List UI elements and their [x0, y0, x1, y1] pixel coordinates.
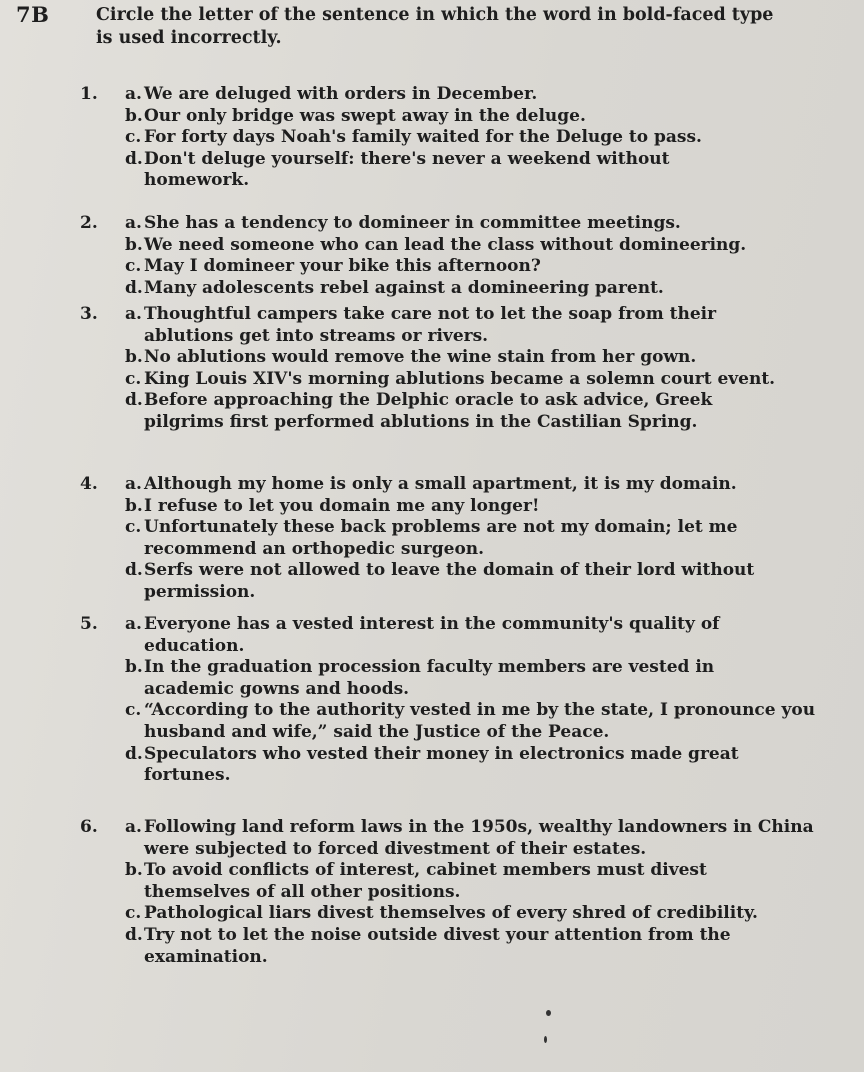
option-c[interactable]	[80, 903, 850, 925]
option-letter: b.	[125, 347, 143, 368]
instructions: Circle the letter of the sentence in which the word in bold-faced type is used incorrectly.	[96, 5, 774, 48]
question-4	[80, 474, 850, 614]
option-b[interactable]	[80, 860, 850, 903]
question-number: 3.	[80, 304, 98, 324]
option-letter: d.	[125, 277, 143, 298]
option-b[interactable]	[80, 235, 850, 257]
option-c[interactable]	[80, 369, 850, 391]
option-d[interactable]	[80, 278, 850, 300]
option-c[interactable]	[80, 517, 850, 560]
option-text: No ablutions would remove the wine stain from her gown.	[144, 347, 697, 368]
question-number: 1.	[80, 84, 98, 104]
option-d[interactable]	[80, 560, 850, 603]
option-text: Pathological liars divest themselves of every shred of credibility.	[144, 903, 758, 924]
ink-speck	[546, 1010, 551, 1016]
question-number: 6.	[80, 817, 98, 837]
option-d[interactable]	[80, 390, 850, 433]
option-text: Although my home is only a small apartment, it is my domain.	[144, 474, 737, 494]
option-text: Many adolescents rebel against a domineering parent.	[144, 277, 664, 298]
question-2	[80, 213, 850, 304]
option-letter: b.	[125, 860, 143, 881]
ink-speck	[544, 1036, 547, 1043]
option-a[interactable]	[80, 84, 850, 106]
option-text: Try not to let the noise outside divest your attention from the examination.	[144, 924, 731, 967]
option-text: Speculators who vested their money in electronics made great fortunes.	[144, 743, 739, 786]
option-text: Serfs were not allowed to leave the domain of their lord without permission.	[144, 560, 755, 602]
option-letter: b.	[125, 495, 143, 516]
question-number: 2.	[80, 213, 98, 233]
option-letter: a.	[125, 213, 142, 233]
option-c[interactable]	[80, 700, 850, 743]
option-c[interactable]	[80, 127, 850, 149]
option-d[interactable]	[80, 149, 850, 192]
option-d[interactable]	[80, 925, 850, 968]
option-a[interactable]	[80, 817, 850, 860]
option-b[interactable]	[80, 496, 850, 518]
option-letter: b.	[125, 234, 143, 255]
option-b[interactable]	[80, 347, 850, 369]
option-letter: c.	[125, 517, 142, 538]
option-text: Our only bridge was swept away in the deluge.	[144, 105, 586, 126]
option-letter: a.	[125, 304, 142, 324]
option-a[interactable]	[80, 304, 850, 347]
option-letter: d.	[125, 560, 143, 581]
option-letter: d.	[125, 390, 143, 411]
question-3	[80, 304, 850, 474]
option-b[interactable]	[80, 106, 850, 128]
option-d[interactable]	[80, 744, 850, 787]
option-text: Unfortunately these back problems are not my domain; let me recommend an orthopedic surgeon.	[144, 517, 738, 559]
option-text: We need someone who can lead the class without domineering.	[144, 234, 747, 255]
option-letter: c.	[125, 903, 142, 924]
option-text: She has a tendency to domineer in committee meetings.	[144, 213, 681, 233]
option-text: Thoughtful campers take care not to let the soap from their ablutions get into streams or rivers.	[144, 304, 717, 346]
option-text: To avoid conflicts of interest, cabinet members must divest themselves of all other positions.	[144, 860, 707, 902]
option-text: “According to the authority vested in me by the state, I pronounce you husband and wife,” said the Justice of the Peace.	[144, 700, 816, 742]
question-1	[80, 84, 850, 213]
option-text: We are deluged with orders in December.	[144, 84, 538, 104]
question-6	[80, 817, 850, 968]
option-letter: a.	[125, 817, 142, 837]
option-letter: d.	[125, 743, 143, 764]
option-letter: b.	[125, 657, 143, 678]
option-text: May I domineer your bike this afternoon?	[144, 256, 541, 277]
question-5	[80, 614, 850, 817]
exercise-label: 7B	[16, 2, 50, 27]
option-letter: b.	[125, 105, 143, 126]
option-letter: d.	[125, 924, 143, 945]
option-a[interactable]	[80, 614, 850, 657]
option-text: Don't deluge yourself: there's never a weekend without homework.	[144, 148, 670, 191]
option-text: King Louis XIV's morning ablutions became a solemn court event.	[144, 368, 776, 389]
option-text: I refuse to let you domain me any longer!	[144, 495, 540, 516]
option-letter: a.	[125, 84, 142, 104]
option-text: In the graduation procession faculty members are vested in academic gowns and hoods.	[144, 657, 715, 699]
option-b[interactable]	[80, 657, 850, 700]
option-text: Following land reform laws in the 1950s, wealthy landowners in China were subjected to forced divestment of their estates.	[144, 817, 814, 859]
option-text: Before approaching the Delphic oracle to ask advice, Greek pilgrims first performed ablutions in the Castilian Spring.	[144, 390, 713, 432]
option-c[interactable]	[80, 256, 850, 278]
option-a[interactable]	[80, 474, 850, 496]
option-a[interactable]	[80, 213, 850, 235]
option-text: For forty days Noah's family waited for the Deluge to pass.	[144, 127, 702, 148]
question-list	[80, 84, 850, 968]
option-letter: c.	[125, 127, 142, 148]
option-letter: c.	[125, 256, 142, 277]
option-letter: a.	[125, 474, 142, 494]
option-letter: a.	[125, 614, 142, 634]
question-number: 5.	[80, 614, 98, 634]
option-letter: d.	[125, 148, 143, 169]
option-letter: c.	[125, 700, 142, 721]
option-letter: c.	[125, 368, 142, 389]
option-text: Everyone has a vested interest in the community's quality of education.	[144, 614, 720, 656]
question-number: 4.	[80, 474, 98, 494]
